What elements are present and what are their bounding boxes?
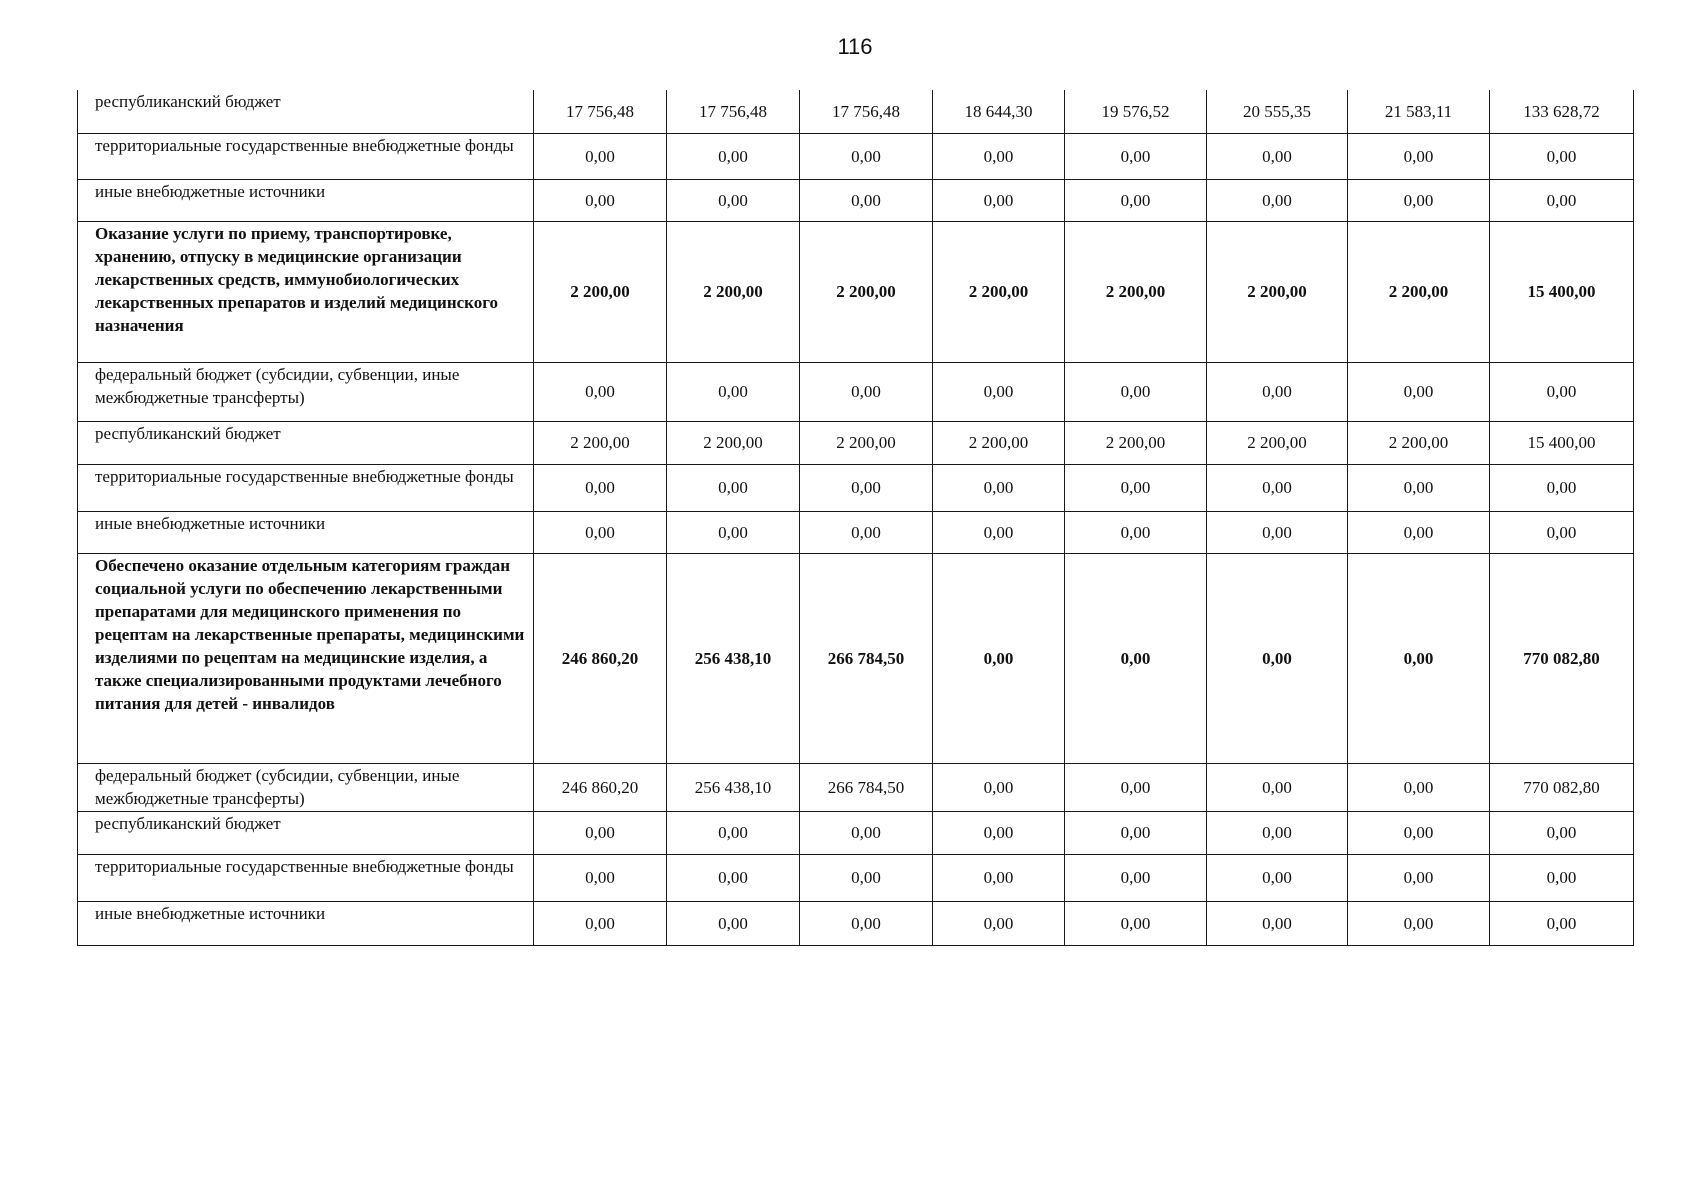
value-cell: 17 756,48 (800, 90, 933, 133)
value-cell: 0,00 (933, 179, 1065, 221)
value-cell: 0,00 (1348, 511, 1490, 553)
value-cell: 246 860,20 (534, 763, 667, 811)
value-cell: 0,00 (1207, 464, 1348, 511)
value-cell: 0,00 (667, 464, 800, 511)
row-total-cell: 15 400,00 (1490, 421, 1634, 464)
value-cell: 18 644,30 (933, 90, 1065, 133)
value-cell: 0,00 (933, 901, 1065, 945)
value-cell: 0,00 (1348, 763, 1490, 811)
value-cell: 266 784,50 (800, 763, 933, 811)
value-cell: 0,00 (534, 854, 667, 901)
value-cell: 0,00 (933, 763, 1065, 811)
value-cell: 0,00 (1348, 362, 1490, 421)
row-total-cell: 0,00 (1490, 179, 1634, 221)
row-total-cell: 770 082,80 (1490, 553, 1634, 763)
value-cell: 0,00 (1065, 811, 1207, 854)
value-cell: 0,00 (534, 362, 667, 421)
value-cell: 0,00 (667, 362, 800, 421)
value-cell: 0,00 (1065, 854, 1207, 901)
row-label: территориальные государственные внебюджетные фонды (78, 133, 534, 179)
row-total-cell: 0,00 (1490, 362, 1634, 421)
value-cell: 21 583,11 (1348, 90, 1490, 133)
row-label: иные внебюджетные источники (78, 179, 534, 221)
row-total-cell: 0,00 (1490, 133, 1634, 179)
table-row (78, 133, 1634, 179)
table-row (78, 179, 1634, 221)
value-cell: 0,00 (1348, 133, 1490, 179)
value-cell: 0,00 (667, 854, 800, 901)
value-cell: 0,00 (534, 901, 667, 945)
value-cell: 0,00 (667, 179, 800, 221)
value-cell: 0,00 (1065, 763, 1207, 811)
value-cell: 2 200,00 (800, 421, 933, 464)
value-cell: 0,00 (667, 811, 800, 854)
value-cell: 0,00 (800, 901, 933, 945)
value-cell: 2 200,00 (1065, 221, 1207, 362)
value-cell: 2 200,00 (1065, 421, 1207, 464)
row-label: Обеспечено оказание отдельным категориям граждан социальной услуги по обеспечению лекарственными препаратами для медицинского применения по рецептам на лекарственные препараты, медицинскими изделиями по рецептам на медицинские изделия, а также специализированными продуктами лечебного питания для детей - инвалидов (78, 553, 534, 763)
value-cell: 0,00 (1207, 179, 1348, 221)
row-total-cell: 0,00 (1490, 511, 1634, 553)
row-total-cell: 15 400,00 (1490, 221, 1634, 362)
value-cell: 0,00 (534, 133, 667, 179)
value-cell: 2 200,00 (933, 221, 1065, 362)
value-cell: 0,00 (800, 811, 933, 854)
row-label: федеральный бюджет (субсидии, субвенции, иные межбюджетные трансферты) (78, 763, 534, 811)
value-cell: 0,00 (1348, 179, 1490, 221)
row-total-cell: 133 628,72 (1490, 90, 1634, 133)
value-cell: 0,00 (800, 179, 933, 221)
table-row (78, 811, 1634, 854)
value-cell: 20 555,35 (1207, 90, 1348, 133)
value-cell: 0,00 (1207, 901, 1348, 945)
table-row (78, 553, 1634, 763)
value-cell: 0,00 (1065, 179, 1207, 221)
row-label: территориальные государственные внебюджетные фонды (78, 854, 534, 901)
value-cell: 0,00 (1065, 511, 1207, 553)
row-total-cell: 0,00 (1490, 811, 1634, 854)
row-label: республиканский бюджет (78, 811, 534, 854)
value-cell: 17 756,48 (534, 90, 667, 133)
row-total-cell: 0,00 (1490, 854, 1634, 901)
value-cell: 0,00 (1065, 464, 1207, 511)
value-cell: 266 784,50 (800, 553, 933, 763)
value-cell: 0,00 (667, 511, 800, 553)
value-cell: 0,00 (1348, 811, 1490, 854)
value-cell: 0,00 (667, 901, 800, 945)
value-cell: 0,00 (1065, 133, 1207, 179)
value-cell: 2 200,00 (534, 421, 667, 464)
value-cell: 0,00 (1207, 854, 1348, 901)
value-cell: 2 200,00 (933, 421, 1065, 464)
value-cell: 17 756,48 (667, 90, 800, 133)
value-cell: 0,00 (1348, 553, 1490, 763)
value-cell: 2 200,00 (1207, 221, 1348, 362)
row-label: территориальные государственные внебюджетные фонды (78, 464, 534, 511)
value-cell: 0,00 (800, 464, 933, 511)
value-cell: 0,00 (933, 511, 1065, 553)
budget-table (77, 90, 1634, 946)
table-row (78, 421, 1634, 464)
table-row (78, 901, 1634, 945)
value-cell: 256 438,10 (667, 553, 800, 763)
table-row (78, 221, 1634, 362)
value-cell: 2 200,00 (1348, 221, 1490, 362)
value-cell: 19 576,52 (1065, 90, 1207, 133)
table-row (78, 854, 1634, 901)
table-row (78, 90, 1634, 133)
value-cell: 0,00 (1207, 763, 1348, 811)
row-label: республиканский бюджет (78, 90, 534, 133)
value-cell: 0,00 (1207, 133, 1348, 179)
value-cell: 0,00 (1065, 901, 1207, 945)
value-cell: 0,00 (800, 511, 933, 553)
value-cell: 0,00 (1207, 553, 1348, 763)
row-label: иные внебюджетные источники (78, 511, 534, 553)
value-cell: 2 200,00 (1348, 421, 1490, 464)
value-cell: 0,00 (1207, 811, 1348, 854)
table-row (78, 464, 1634, 511)
value-cell: 0,00 (1348, 854, 1490, 901)
value-cell: 0,00 (1065, 553, 1207, 763)
value-cell: 0,00 (933, 133, 1065, 179)
table-row (78, 362, 1634, 421)
value-cell: 246 860,20 (534, 553, 667, 763)
value-cell: 0,00 (667, 133, 800, 179)
value-cell: 2 200,00 (1207, 421, 1348, 464)
value-cell: 0,00 (800, 854, 933, 901)
value-cell: 256 438,10 (667, 763, 800, 811)
row-label: иные внебюджетные источники (78, 901, 534, 945)
value-cell: 0,00 (1207, 362, 1348, 421)
value-cell: 2 200,00 (800, 221, 933, 362)
value-cell: 0,00 (800, 133, 933, 179)
value-cell: 0,00 (933, 553, 1065, 763)
row-label: Оказание услуги по приему, транспортировке, хранению, отпуску в медицинские организации лекарственных средств, иммунобиологических лекарственных препаратов и изделий медицинского назначения (78, 221, 534, 362)
value-cell: 0,00 (534, 811, 667, 854)
row-label: федеральный бюджет (субсидии, субвенции, иные межбюджетные трансферты) (78, 362, 534, 421)
value-cell: 2 200,00 (534, 221, 667, 362)
value-cell: 0,00 (933, 464, 1065, 511)
value-cell: 0,00 (800, 362, 933, 421)
row-total-cell: 0,00 (1490, 464, 1634, 511)
page-number: 116 (837, 34, 873, 59)
row-total-cell: 770 082,80 (1490, 763, 1634, 811)
value-cell: 0,00 (1207, 511, 1348, 553)
table-body (78, 90, 1634, 945)
value-cell: 0,00 (1065, 362, 1207, 421)
row-label: республиканский бюджет (78, 421, 534, 464)
row-total-cell: 0,00 (1490, 901, 1634, 945)
value-cell: 0,00 (534, 464, 667, 511)
value-cell: 2 200,00 (667, 421, 800, 464)
value-cell: 2 200,00 (667, 221, 800, 362)
table-row (78, 763, 1634, 811)
value-cell: 0,00 (933, 362, 1065, 421)
value-cell: 0,00 (534, 179, 667, 221)
value-cell: 0,00 (933, 854, 1065, 901)
value-cell: 0,00 (933, 811, 1065, 854)
value-cell: 0,00 (1348, 464, 1490, 511)
value-cell: 0,00 (534, 511, 667, 553)
value-cell: 0,00 (1348, 901, 1490, 945)
table-row (78, 511, 1634, 553)
